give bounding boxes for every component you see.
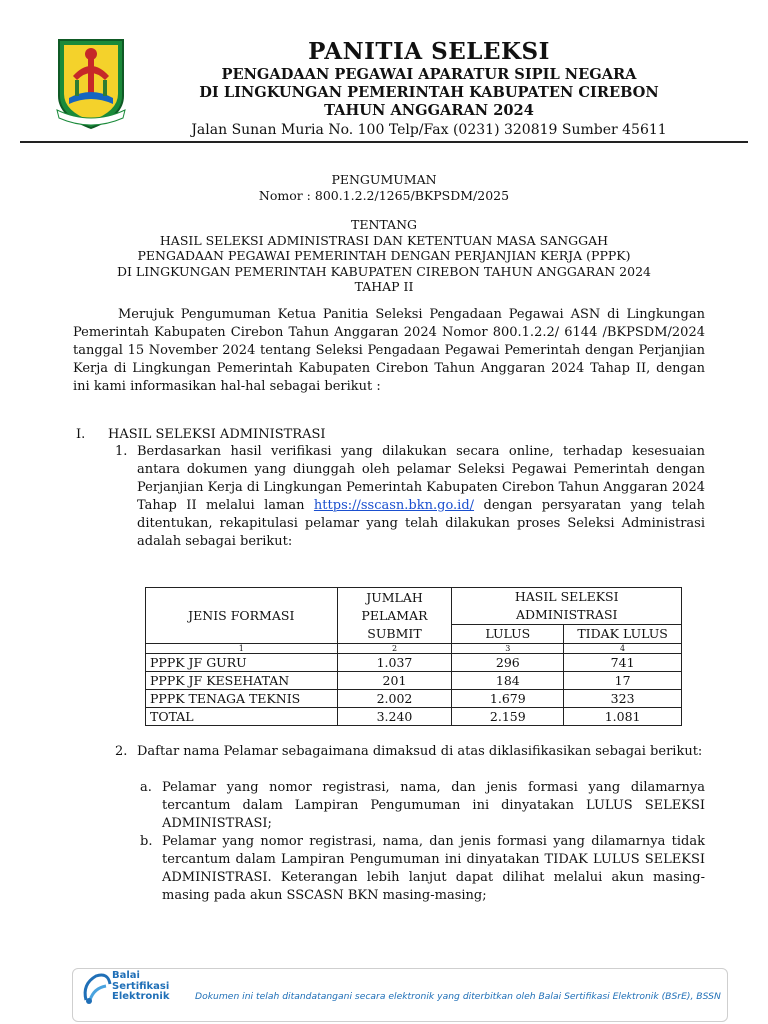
header-jenis-formasi: JENIS FORMASI	[146, 588, 338, 644]
section-numeral: I.	[76, 427, 86, 442]
cell-tidak-lulus: 323	[564, 690, 682, 708]
announcement-about: TENTANG	[350, 217, 417, 232]
item-2a-paragraph: Pelamar yang nomor registrasi, nama, dan jenis formasi yang dilamarnya tercantum dalam Lampiran Pengumuman ini dinyatakan LULUS SELEKSI ADMINISTRASI;	[162, 780, 705, 831]
sscasn-link[interactable]: https://sscasn.bkn.go.id/	[313, 498, 475, 513]
cell-lulus: 2.159	[452, 708, 564, 726]
cell-jumlah: 3.240	[337, 708, 452, 726]
cell-lulus: 1.679	[452, 690, 564, 708]
column-index: 2	[337, 644, 452, 654]
subject-line-2: PENGADAAN PEGAWAI PEMERINTAH DENGAN PERJANJIAN KERJA (PPPK)	[137, 248, 631, 263]
bsre-brand-line-2: Sertifikasi	[112, 980, 170, 992]
header-jumlah-pelamar: JUMLAH PELAMAR SUBMIT	[337, 588, 452, 644]
cell-jenis: PPPK JF KESEHATAN	[146, 672, 338, 690]
section-title: HASIL SELEKSI ADMINISTRASI	[108, 427, 326, 442]
subject-line-3: DI LINGKUNGAN PEMERINTAH KABUPATEN CIREBON TAHUN ANGGARAN 2024	[116, 263, 651, 279]
table-row	[146, 672, 682, 690]
column-index: 3	[452, 644, 564, 654]
esignature-note: Dokumen ini telah ditandatangani secara elektronik yang diterbitkan oleh Balai Sertifikasi Elektronik (BSrE), BSSN	[195, 991, 721, 1002]
letterhead-line-2: DI LINGKUNGAN PEMERINTAH KABUPATEN CIREBON	[199, 84, 659, 101]
bsre-brand	[112, 971, 169, 1003]
cell-jenis: TOTAL	[146, 708, 338, 726]
cell-jenis: PPPK JF GURU	[146, 654, 338, 672]
cell-lulus: 184	[452, 672, 564, 690]
cell-jumlah: 2.002	[337, 690, 452, 708]
cell-jenis: PPPK TENAGA TEKNIS	[146, 690, 338, 708]
item-1-number: 1.	[115, 444, 128, 459]
item-2-paragraph: Daftar nama Pelamar sebagaimana dimaksud di atas diklasifikasikan sebagai berikut:	[137, 744, 703, 759]
column-index-row	[146, 644, 682, 654]
announcement-heading: PENGUMUMAN	[331, 172, 437, 187]
bsre-logo-icon	[80, 970, 112, 1006]
bsre-brand-line-3: Elektronik	[112, 991, 170, 1002]
cell-jumlah: 1.037	[337, 654, 452, 672]
cirebon-regency-emblem-icon	[55, 36, 127, 130]
header-lulus: LULUS	[452, 625, 564, 644]
item-2-number: 2.	[115, 744, 128, 759]
committee-title: PANITIA SELEKSI	[308, 38, 550, 65]
header-tidak-lulus: TIDAK LULUS	[564, 625, 682, 644]
item-1-text-after: dengan persyaratan yang telah ditentukan, rekapitulasi pelamar yang telah dilakukan proses Seleksi Administrasi adalah sebagai berikut:	[137, 498, 705, 549]
item-1-text-before: Berdasarkan hasil verifikasi yang dilakukan secara online, terhadap kesesuaian antara dokumen yang diunggah oleh pelamar Seleksi Pegawai Pemerintah dengan Perjanjian Kerja di Lingkungan Pemerintah Kabupaten Cirebon Tahun Anggaran 2024 Tahap II melalui laman	[137, 444, 705, 513]
item-2a-letter: a.	[140, 780, 152, 795]
letterhead-line-3: TAHUN ANGGARAN 2024	[324, 102, 534, 119]
letterhead-divider	[20, 141, 748, 143]
letterhead	[130, 38, 728, 139]
item-2b-letter: b.	[140, 834, 153, 849]
table-row	[146, 654, 682, 672]
table-row-total	[146, 708, 682, 726]
cell-jumlah: 201	[337, 672, 452, 690]
recap-table	[145, 587, 682, 726]
announcement-subject	[40, 217, 728, 295]
cell-tidak-lulus: 741	[564, 654, 682, 672]
subject-line-1: HASIL SELEKSI ADMINISTRASI DAN KETENTUAN MASA SANGGAH	[159, 232, 609, 248]
table-row	[146, 690, 682, 708]
column-index: 4	[564, 644, 682, 654]
announcement-header	[40, 172, 728, 203]
bsre-brand-line-1: Balai	[112, 970, 140, 981]
item-2b-paragraph: Pelamar yang nomor registrasi, nama, dan jenis formasi yang dilamarnya tidak tercantum dalam Lampiran Pengumuman ini dinyatakan TIDAK LULUS SELEKSI ADMINISTRASI. Keterangan lebih lanjut dapat dilihat melalui akun masing-masing pada akun SSCASN BKN masing-masing;	[162, 834, 705, 903]
letterhead-address: Jalan Sunan Muria No. 100 Telp/Fax (0231) 320819 Sumber 45611	[191, 122, 667, 138]
column-index: 1	[146, 644, 338, 654]
announcement-number: Nomor : 800.1.2.2/1265/BKPSDM/2025	[258, 187, 510, 203]
cell-tidak-lulus: 17	[564, 672, 682, 690]
letterhead-line-1: PENGADAAN PEGAWAI APARATUR SIPIL NEGARA	[221, 66, 637, 83]
cell-tidak-lulus: 1.081	[564, 708, 682, 726]
intro-paragraph: Merujuk Pengumuman Ketua Panitia Seleksi Pengadaan Pegawai ASN di Lingkungan Pemerintah Kabupaten Cirebon Tahun Anggaran 2024 Nomor 800.1.2.2/ 6144 /BKPSDM/2024 tanggal 15 November 2024 tentang Seleksi Pengadaan Pegawai Pemerintah dengan Perjanjian Kerja di Lingkungan Pemerintah Kabupaten Cirebon Tahun Anggaran 2024 Tahap II, dengan ini kami informasikan hal-hal sebagai berikut :	[73, 307, 705, 394]
subject-line-4: TAHAP II	[354, 279, 414, 294]
cell-lulus: 296	[452, 654, 564, 672]
item-1-paragraph	[137, 443, 705, 551]
header-hasil-seleksi: HASIL SELEKSI ADMINISTRASI	[452, 588, 682, 625]
